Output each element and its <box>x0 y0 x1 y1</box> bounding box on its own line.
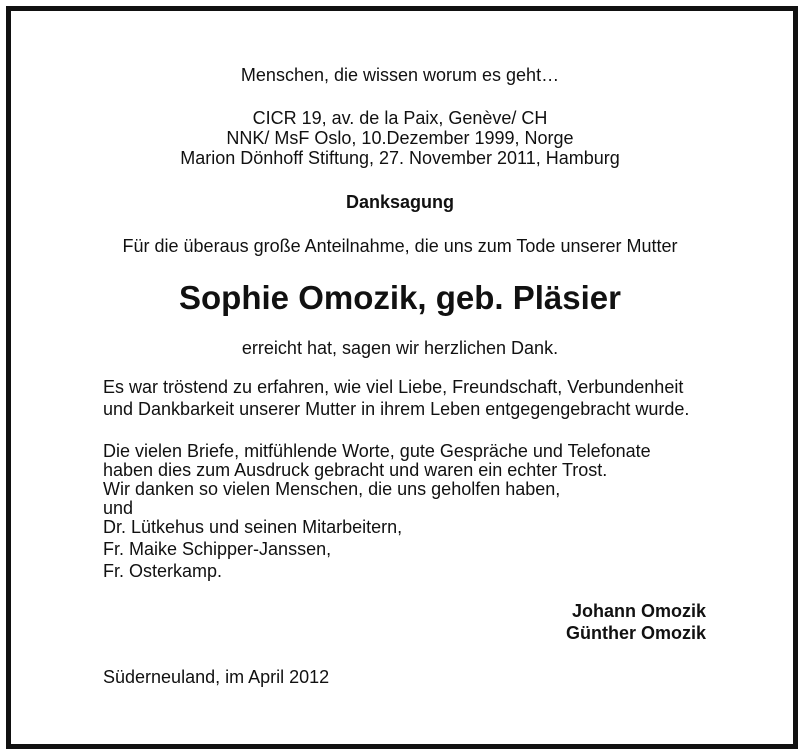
paragraph-line: Die vielen Briefe, mitfühlende Worte, gute Gespräche und Telefonate <box>103 441 651 461</box>
award-line: CICR 19, av. de la Paix, Genève/ CH <box>252 108 548 128</box>
paragraph-line: Dr. Lütkehus und seinen Mitarbeitern, <box>103 517 403 537</box>
paragraph-line: und <box>103 498 134 518</box>
paragraph-line: haben dies zum Ausdruck gebracht und waren ein echter Trost. <box>103 460 608 480</box>
heading: Danksagung <box>345 192 455 212</box>
signatory: Günther Omozik <box>565 623 706 643</box>
thanks-text: erreicht hat, sagen wir herzlichen Dank. <box>241 338 559 358</box>
place-date: Süderneuland, im April 2012 <box>103 667 330 687</box>
paragraph-line: und Dankbarkeit unserer Mutter in ihrem Leben entgegengebracht wurde. <box>103 399 690 419</box>
deceased-name: Sophie Omozik, geb. Pläsier <box>179 279 621 316</box>
paragraph-line: Fr. Osterkamp. <box>103 561 223 581</box>
signatory: Johann Omozik <box>571 601 706 621</box>
award-line: Marion Dönhoff Stiftung, 27. November 2011, Hamburg <box>180 148 620 168</box>
motto: Menschen, die wissen worum es geht… <box>240 65 560 85</box>
paragraph-line: Wir danken so vielen Menschen, die uns geholfen haben, <box>103 479 561 499</box>
award-line: NNK/ MsF Oslo, 10.Dezember 1999, Norge <box>226 128 574 148</box>
intro-text: Für die überaus große Anteilnahme, die uns zum Tode unserer Mutter <box>122 236 678 256</box>
paragraph-line: Es war tröstend zu erfahren, wie viel Liebe, Freundschaft, Verbundenheit <box>103 377 684 397</box>
paragraph-line: Fr. Maike Schipper-Janssen, <box>103 539 332 559</box>
